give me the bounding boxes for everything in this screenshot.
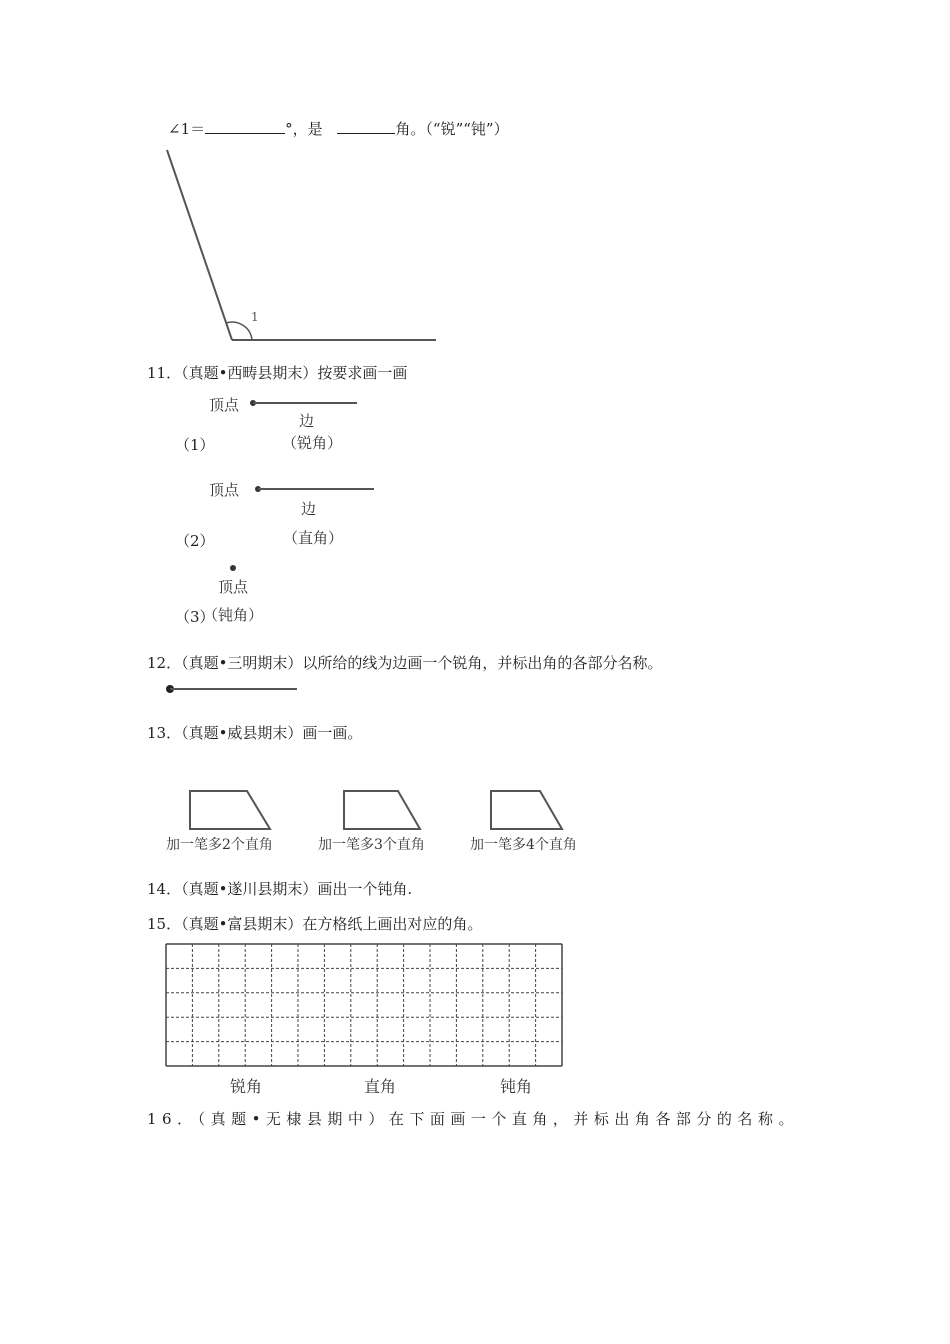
side-label-1: 边 (299, 412, 315, 430)
grid-label-acute: 锐角 (230, 1077, 263, 1096)
side-label-2: 边 (301, 500, 317, 518)
vertex-label-1: 顶点 (209, 396, 240, 414)
angle-type-1: （锐角） (282, 434, 343, 452)
trapezoid-caption-2: 加一笔多3个直角 (318, 837, 425, 853)
q12-text: 12．（真题•三明期末）以所给的线为边画一个锐角，并标出角的各部分名称。 (147, 654, 663, 672)
grid-label-right: 直角 (364, 1077, 397, 1096)
q10-tail: 角。（“锐”“钝”） (395, 120, 509, 138)
angle-type-2: （直角） (283, 529, 344, 547)
vertex-label-3: 顶点 (218, 578, 249, 596)
angle-label-1: 1 (251, 310, 259, 324)
q14-text: 14．（真题•遂川县期末）画出一个钝角. (147, 880, 413, 898)
angle-type-3: （钝角） (203, 606, 264, 624)
item-num-1: （1） (175, 436, 215, 454)
item-num-2: （2） (175, 532, 215, 550)
trapezoid-caption-3: 加一笔多4个直角 (470, 837, 577, 853)
angle-symbol: ∠1＝ (168, 120, 206, 138)
vertex-label-2: 顶点 (209, 481, 240, 499)
q11-text: 11．（真题•西畴县期末）按要求画一画 (147, 364, 408, 382)
q15-text: 15．（真题•富县期末）在方格纸上画出对应的角。 (147, 915, 483, 933)
q13-text: 13．（真题•威县期末）画一画。 (147, 724, 363, 742)
grid-label-obtuse: 钝角 (500, 1077, 533, 1096)
item-num-3: （3） (175, 608, 215, 626)
q16-text: 16．（真题•无棣县期中）在下面画一个直角，并标出角各部分的名称。 (147, 1110, 799, 1128)
trapezoid-caption-1: 加一笔多2个直角 (166, 837, 273, 853)
degree-suffix: °，是 (285, 120, 323, 138)
